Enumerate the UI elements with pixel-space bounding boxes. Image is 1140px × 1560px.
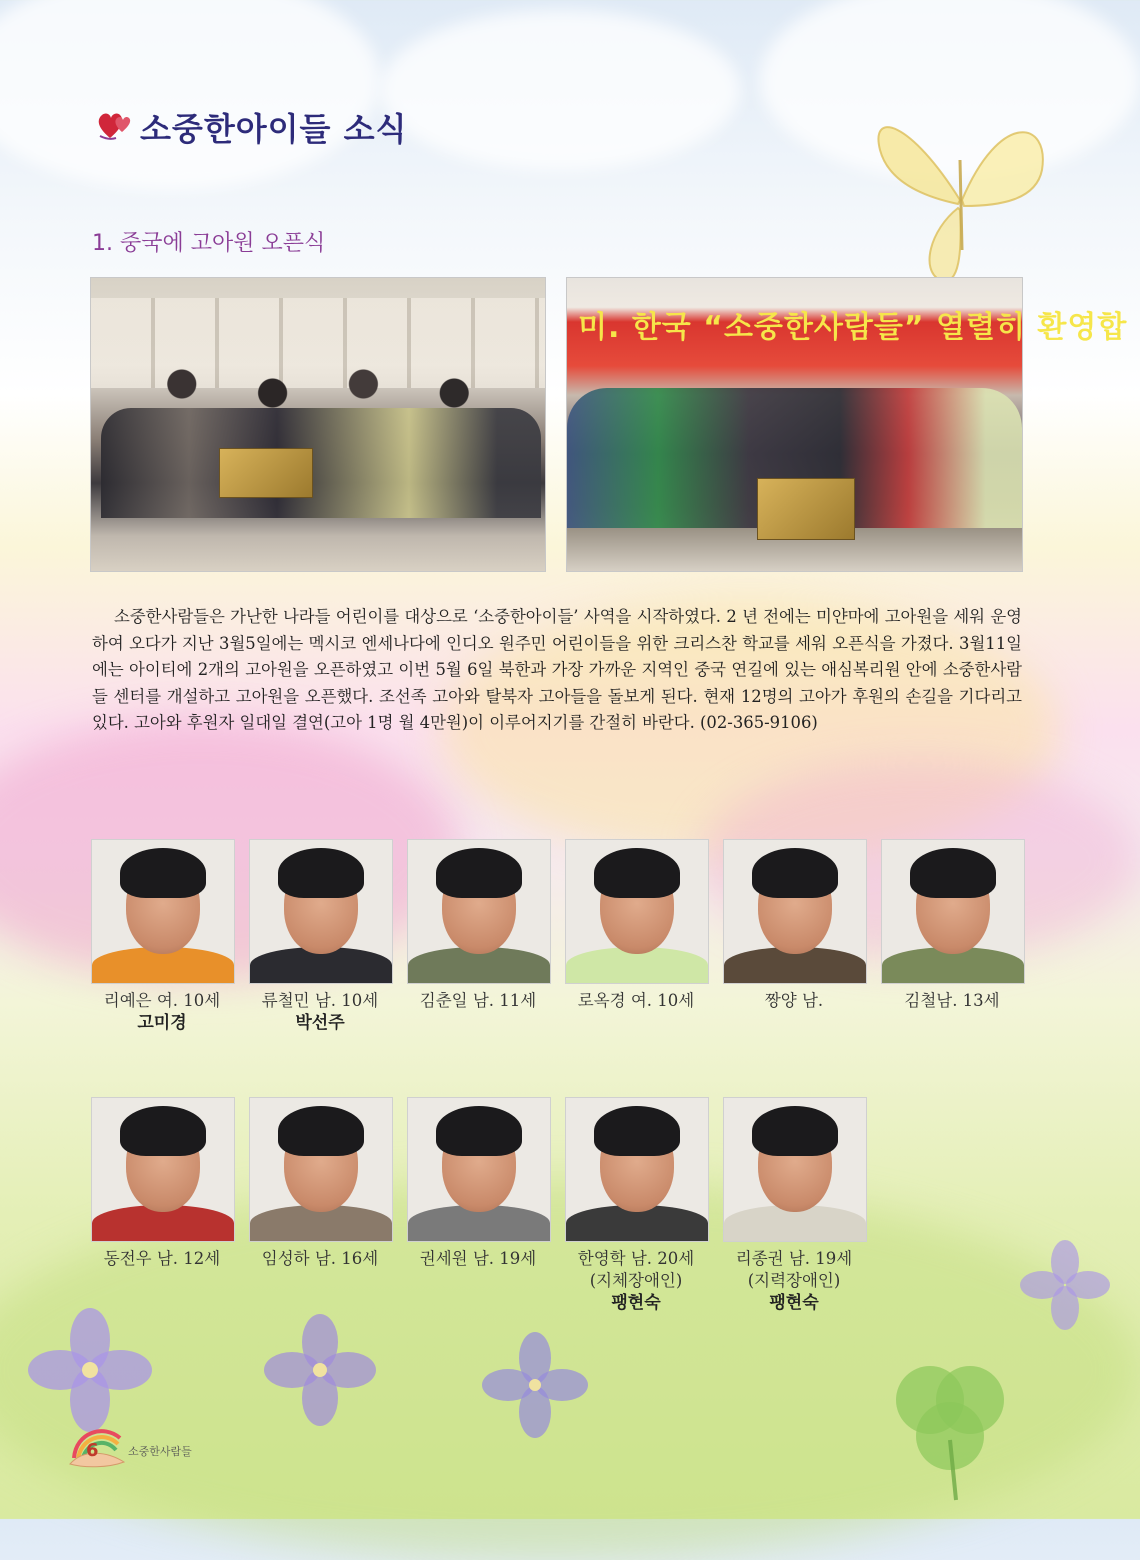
sponsor-name: 팽현숙 <box>611 1293 661 1313</box>
article-body: 소중한사람들은 가난한 나라들 어린이를 대상으로 ‘소중한아이들’ 사역을 시작하였다. 2 년 전에는 미얀마에 고아원을 세워 운영하여 오다가 지난 3월5일에는 멕시코 엔세나다에 인디오 원주민 어린이들을 위한 크리스찬 학교를 세워 오픈식을 가졌다. 3월11일에는 아이티에 2개의 고아원을 오픈하였고 이번 5월 6일 북한과 가장 가까운 지역인 중국 연길에 있는 애심복리원 안에 소중한사람들 센터를 개설하고 고아원을 오픈했다. 조선족 고아와 탈북자 고아들을 돌보게 된다. 현재 12명의 고아가 후원의 손길을 기다리고 있다. 고아와 후원자 일대일 결연(고아 1명 월 4만원)이 이루어지기를 간절히 바란다. (02-365-9106) <box>92 607 1022 732</box>
welcome-banner-text: 미. 한국 “소중한사람들” 열렬히 환영합 <box>578 310 1128 345</box>
child-name-age: 동전우 남. 12세 <box>103 1249 221 1268</box>
heart-icon <box>96 108 136 142</box>
child-caption <box>235 990 405 1034</box>
child-name-age: 류철민 남. 10세 <box>261 991 379 1010</box>
child-name-age: 김철남. 13세 <box>904 991 1000 1010</box>
footer-label: 소중한사람들 <box>128 1445 192 1458</box>
child-name-age: 김춘일 남. 11세 <box>419 991 537 1010</box>
sponsor-name: 고미경 <box>137 1013 187 1033</box>
child-portrait <box>407 839 551 984</box>
child-name-age: 리예은 여. 10세 <box>103 991 221 1010</box>
clover-decoration <box>860 1340 1040 1500</box>
child-note: (지체장애인) <box>589 1271 683 1290</box>
child-name-age: 임성하 남. 16세 <box>261 1249 379 1268</box>
child-portrait <box>91 1097 235 1242</box>
rainbow-hand-icon <box>64 1418 134 1468</box>
child-portrait <box>407 1097 551 1242</box>
child-portrait <box>723 839 867 984</box>
child-name-age: 권세원 남. 19세 <box>419 1249 537 1268</box>
child-portrait <box>565 839 709 984</box>
group-photo-orphanage-interior <box>90 277 546 572</box>
child-caption <box>393 990 563 1012</box>
plaque <box>219 448 313 498</box>
child-caption <box>551 1248 721 1314</box>
child-name-age: 짱양 남. <box>764 991 824 1010</box>
flower-decoration <box>480 1330 590 1440</box>
child-name-age: 리종권 남. 19세 <box>735 1249 853 1268</box>
child-name-age: 한영학 남. 20세 <box>577 1249 695 1268</box>
sponsor-name: 박선주 <box>295 1013 345 1033</box>
section-title: 1. 중국에 고아원 오픈식 <box>92 231 326 256</box>
plaque <box>757 478 855 540</box>
child-caption <box>709 990 879 1012</box>
sponsor-name: 팽현숙 <box>769 1293 819 1313</box>
child-portrait <box>565 1097 709 1242</box>
child-caption <box>77 1248 247 1270</box>
flower-decoration <box>260 1310 380 1430</box>
child-note: (지력장애인) <box>747 1271 841 1290</box>
butterfly-icon <box>850 100 1060 290</box>
child-name-age: 로옥경 여. 10세 <box>577 991 695 1010</box>
page-title: 소중한아이들 소식 <box>140 110 408 148</box>
child-caption <box>235 1248 405 1270</box>
cloud-decoration <box>0 0 380 190</box>
child-portrait <box>91 839 235 984</box>
child-portrait <box>249 839 393 984</box>
cloud-decoration <box>380 10 740 170</box>
child-portrait <box>723 1097 867 1242</box>
child-portrait <box>881 839 1025 984</box>
page-number: 6 <box>86 1440 99 1461</box>
child-caption <box>551 990 721 1012</box>
child-caption <box>867 990 1037 1012</box>
flower-decoration <box>1020 1240 1110 1330</box>
child-portrait <box>249 1097 393 1242</box>
child-caption <box>77 990 247 1034</box>
child-caption <box>393 1248 563 1270</box>
child-caption <box>709 1248 879 1314</box>
